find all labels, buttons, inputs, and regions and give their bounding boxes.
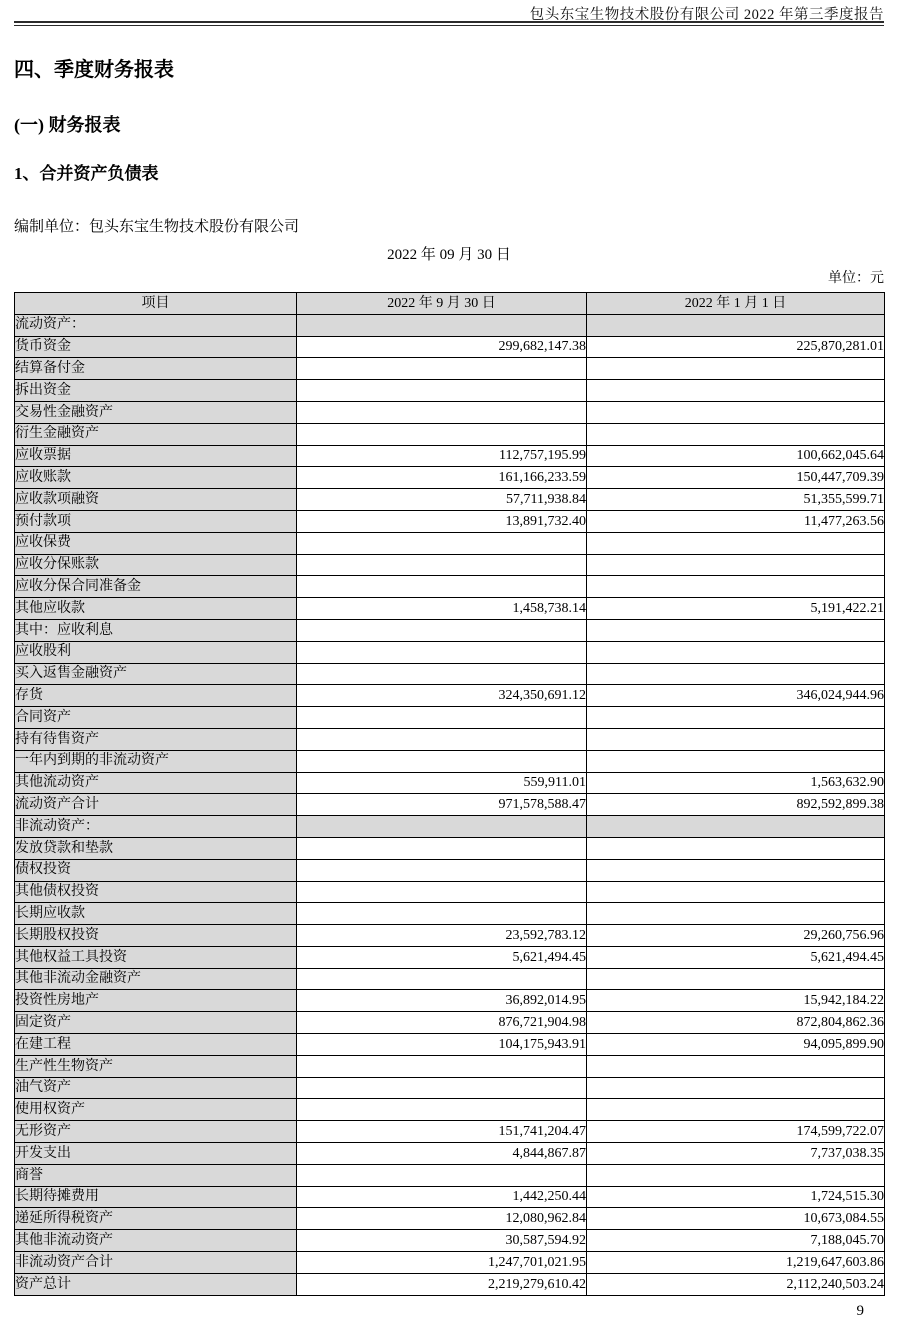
row-label: 开发支出	[15, 1143, 297, 1165]
section-title: 四、季度财务报表	[14, 59, 174, 81]
row-value-current: 4,844,867.87	[297, 1143, 587, 1165]
row-label: 应收款项融资	[15, 489, 297, 511]
row-value-beginning: 10,673,084.55	[587, 1208, 885, 1230]
table-row	[15, 968, 885, 990]
table-row	[15, 1099, 885, 1121]
row-label: 流动资产合计	[15, 794, 297, 816]
table-row	[15, 1208, 885, 1230]
table-row	[15, 903, 885, 925]
row-label: 固定资产	[15, 1012, 297, 1034]
row-value-beginning	[587, 881, 885, 903]
table-row	[15, 510, 885, 532]
row-value-beginning: 7,188,045.70	[587, 1230, 885, 1252]
row-value-current	[297, 358, 587, 380]
col-header-item: 项目	[15, 292, 297, 314]
row-value-current	[297, 1164, 587, 1186]
table-row	[15, 423, 885, 445]
row-value-current	[297, 576, 587, 598]
row-value-beginning: 1,724,515.30	[587, 1186, 885, 1208]
row-label: 应收股利	[15, 641, 297, 663]
table-row	[15, 1077, 885, 1099]
row-value-beginning: 1,219,647,603.86	[587, 1252, 885, 1274]
row-value-beginning: 100,662,045.64	[587, 445, 885, 467]
row-value-current	[297, 532, 587, 554]
row-label: 买入返售金融资产	[15, 663, 297, 685]
prepared-by-line: 编制单位：包头东宝生物技术股份有限公司	[14, 218, 300, 235]
table-row	[15, 532, 885, 554]
row-value-beginning: 15,942,184.22	[587, 990, 885, 1012]
row-label: 其中：应收利息	[15, 619, 297, 641]
row-label: 拆出资金	[15, 380, 297, 402]
row-label: 预付款项	[15, 510, 297, 532]
row-label: 存货	[15, 685, 297, 707]
row-value-current: 559,911.01	[297, 772, 587, 794]
row-value-beginning: 150,447,709.39	[587, 467, 885, 489]
table-row	[15, 1186, 885, 1208]
page-number: 9	[856, 1303, 864, 1319]
table-row	[15, 554, 885, 576]
row-value-beginning: 892,592,899.38	[587, 794, 885, 816]
row-label: 债权投资	[15, 859, 297, 881]
statement-date: 2022 年 09 月 30 日	[387, 246, 511, 263]
row-value-current: 299,682,147.38	[297, 336, 587, 358]
table-row	[15, 576, 885, 598]
row-label: 递延所得税资产	[15, 1208, 297, 1230]
row-value-current	[297, 1099, 587, 1121]
table-row	[15, 641, 885, 663]
table-row	[15, 728, 885, 750]
row-value-beginning: 51,355,599.71	[587, 489, 885, 511]
row-label: 油气资产	[15, 1077, 297, 1099]
row-value-beginning	[587, 401, 885, 423]
row-label: 货币资金	[15, 336, 297, 358]
row-value-current	[297, 663, 587, 685]
row-value-current: 324,350,691.12	[297, 685, 587, 707]
row-value-current: 1,458,738.14	[297, 598, 587, 620]
row-value-beginning: 346,024,944.96	[587, 685, 885, 707]
row-value-current	[297, 619, 587, 641]
row-value-beginning	[587, 641, 885, 663]
table-row	[15, 1012, 885, 1034]
row-value-current	[297, 859, 587, 881]
row-value-current	[297, 554, 587, 576]
row-label: 持有待售资产	[15, 728, 297, 750]
row-label: 生产性生物资产	[15, 1055, 297, 1077]
row-value-beginning	[587, 314, 885, 336]
row-value-current	[297, 837, 587, 859]
row-value-beginning	[587, 707, 885, 729]
row-label: 一年内到期的非流动资产	[15, 750, 297, 772]
row-label: 长期待摊费用	[15, 1186, 297, 1208]
row-label: 长期应收款	[15, 903, 297, 925]
table-row	[15, 401, 885, 423]
table-row	[15, 1252, 885, 1274]
row-value-beginning	[587, 619, 885, 641]
row-label: 在建工程	[15, 1034, 297, 1056]
table-row	[15, 685, 885, 707]
table-row	[15, 467, 885, 489]
table-row	[15, 1121, 885, 1143]
row-value-current: 151,741,204.47	[297, 1121, 587, 1143]
table-row	[15, 358, 885, 380]
row-value-current	[297, 314, 587, 336]
row-value-beginning	[587, 554, 885, 576]
row-value-beginning: 29,260,756.96	[587, 925, 885, 947]
row-value-current: 5,621,494.45	[297, 946, 587, 968]
table-row	[15, 859, 885, 881]
row-value-beginning	[587, 1077, 885, 1099]
row-value-current: 161,166,233.59	[297, 467, 587, 489]
row-value-current	[297, 401, 587, 423]
row-value-beginning	[587, 750, 885, 772]
row-value-beginning	[587, 903, 885, 925]
table-row	[15, 881, 885, 903]
table-row	[15, 925, 885, 947]
row-label: 流动资产：	[15, 314, 297, 336]
col-header-beginning-period: 2022 年 1 月 1 日	[587, 292, 885, 314]
table-row	[15, 990, 885, 1012]
row-label: 合同资产	[15, 707, 297, 729]
table-row	[15, 946, 885, 968]
row-label: 衍生金融资产	[15, 423, 297, 445]
row-label: 非流动资产合计	[15, 1252, 297, 1274]
row-value-current: 971,578,588.47	[297, 794, 587, 816]
row-value-current: 876,721,904.98	[297, 1012, 587, 1034]
row-value-beginning: 94,095,899.90	[587, 1034, 885, 1056]
row-value-beginning: 225,870,281.01	[587, 336, 885, 358]
page-header-text: 包头东宝生物技术股份有限公司 2022 年第三季度报告	[529, 7, 884, 23]
row-value-beginning: 872,804,862.36	[587, 1012, 885, 1034]
table-row	[15, 1143, 885, 1165]
row-value-current: 57,711,938.84	[297, 489, 587, 511]
row-label: 长期股权投资	[15, 925, 297, 947]
row-value-current: 36,892,014.95	[297, 990, 587, 1012]
row-label: 应收票据	[15, 445, 297, 467]
row-value-beginning	[587, 1055, 885, 1077]
table-row	[15, 1273, 885, 1295]
row-value-current: 23,592,783.12	[297, 925, 587, 947]
row-label: 其他债权投资	[15, 881, 297, 903]
row-value-beginning: 5,621,494.45	[587, 946, 885, 968]
row-label: 投资性房地产	[15, 990, 297, 1012]
row-value-current: 12,080,962.84	[297, 1208, 587, 1230]
row-value-beginning	[587, 532, 885, 554]
balance-sheet-table	[14, 292, 885, 1296]
row-value-beginning: 5,191,422.21	[587, 598, 885, 620]
row-label: 应收保费	[15, 532, 297, 554]
row-label: 使用权资产	[15, 1099, 297, 1121]
row-value-beginning	[587, 358, 885, 380]
table-row	[15, 380, 885, 402]
row-label: 其他应收款	[15, 598, 297, 620]
table-row	[15, 336, 885, 358]
row-value-beginning: 1,563,632.90	[587, 772, 885, 794]
row-label: 应收分保账款	[15, 554, 297, 576]
row-value-current: 112,757,195.99	[297, 445, 587, 467]
table-row	[15, 314, 885, 336]
row-value-beginning	[587, 576, 885, 598]
row-value-beginning	[587, 1164, 885, 1186]
row-value-beginning: 7,737,038.35	[587, 1143, 885, 1165]
table-row	[15, 1230, 885, 1252]
table-row	[15, 598, 885, 620]
table-row	[15, 1164, 885, 1186]
row-value-current	[297, 641, 587, 663]
row-label: 其他非流动资产	[15, 1230, 297, 1252]
row-value-current: 1,247,701,021.95	[297, 1252, 587, 1274]
row-value-beginning	[587, 968, 885, 990]
row-value-current	[297, 1055, 587, 1077]
row-value-beginning	[587, 1099, 885, 1121]
row-value-current	[297, 380, 587, 402]
row-label: 其他权益工具投资	[15, 946, 297, 968]
row-label: 商誉	[15, 1164, 297, 1186]
row-value-current	[297, 881, 587, 903]
table-row	[15, 663, 885, 685]
row-value-beginning	[587, 859, 885, 881]
subsection-title: (一) 财务报表	[14, 115, 121, 135]
row-label: 其他非流动金融资产	[15, 968, 297, 990]
row-value-current	[297, 816, 587, 838]
row-label: 资产总计	[15, 1273, 297, 1295]
table-row	[15, 707, 885, 729]
row-value-current: 104,175,943.91	[297, 1034, 587, 1056]
row-value-current	[297, 1077, 587, 1099]
row-value-beginning	[587, 816, 885, 838]
row-value-current	[297, 423, 587, 445]
table-row	[15, 750, 885, 772]
row-label: 发放贷款和垫款	[15, 837, 297, 859]
unit-label: 单位：元	[828, 270, 884, 286]
row-value-current	[297, 903, 587, 925]
table-row	[15, 1034, 885, 1056]
page-content	[14, 26, 884, 1296]
row-value-current: 30,587,594.92	[297, 1230, 587, 1252]
balance-sheet-body	[15, 314, 885, 1295]
row-label: 非流动资产：	[15, 816, 297, 838]
row-value-beginning	[587, 380, 885, 402]
row-label: 结算备付金	[15, 358, 297, 380]
row-value-current: 1,442,250.44	[297, 1186, 587, 1208]
table-row	[15, 489, 885, 511]
row-value-beginning	[587, 728, 885, 750]
table-row	[15, 619, 885, 641]
table-row	[15, 445, 885, 467]
col-header-current-period: 2022 年 9 月 30 日	[297, 292, 587, 314]
row-value-beginning: 2,112,240,503.24	[587, 1273, 885, 1295]
table-row	[15, 837, 885, 859]
row-label: 无形资产	[15, 1121, 297, 1143]
row-value-current	[297, 707, 587, 729]
row-label: 应收分保合同准备金	[15, 576, 297, 598]
row-value-current	[297, 750, 587, 772]
row-value-current	[297, 728, 587, 750]
statement-title: 1、合并资产负债表	[14, 163, 159, 183]
row-value-beginning: 11,477,263.56	[587, 510, 885, 532]
table-row	[15, 772, 885, 794]
row-value-beginning	[587, 663, 885, 685]
table-row	[15, 816, 885, 838]
row-value-beginning	[587, 423, 885, 445]
row-value-beginning	[587, 837, 885, 859]
table-header-row	[15, 292, 885, 314]
row-label: 交易性金融资产	[15, 401, 297, 423]
table-row	[15, 794, 885, 816]
row-value-current: 2,219,279,610.42	[297, 1273, 587, 1295]
row-label: 其他流动资产	[15, 772, 297, 794]
row-value-current	[297, 968, 587, 990]
row-label: 应收账款	[15, 467, 297, 489]
table-row	[15, 1055, 885, 1077]
row-value-current: 13,891,732.40	[297, 510, 587, 532]
row-value-beginning: 174,599,722.07	[587, 1121, 885, 1143]
